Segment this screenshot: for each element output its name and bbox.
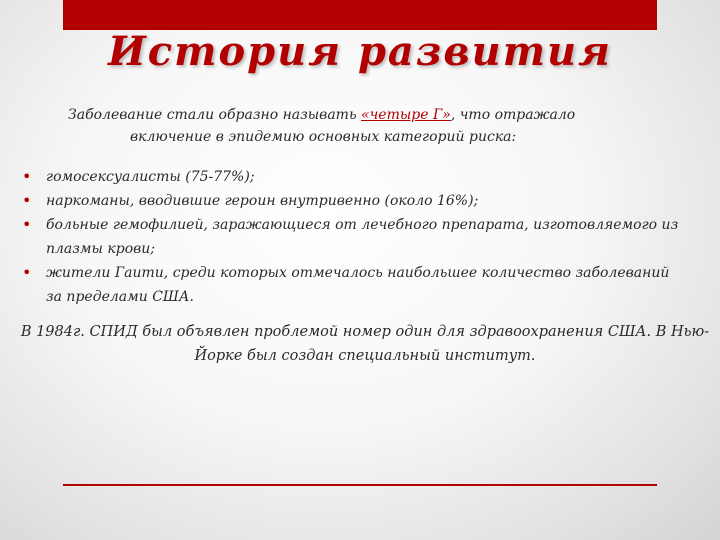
bullet-icon: • [22, 215, 32, 234]
bottom-divider [63, 484, 657, 486]
list-item [22, 189, 682, 213]
intro-line-1 [58, 104, 698, 126]
list-item [22, 261, 682, 309]
list-item-text: гомосексуалисты (75-77%); [46, 169, 255, 185]
closing-paragraph: В 1984г. СПИД был объявлен проблемой номер один для здравоохранения США. В Нью-Йорке был создан специальный институт. [20, 324, 710, 364]
intro-text-after: , что отражало [450, 107, 576, 123]
list-item [22, 165, 682, 189]
top-decor-bar [63, 0, 657, 30]
bullet-icon: • [22, 167, 32, 186]
risk-group-list [22, 165, 682, 309]
intro-text-before: Заболевание стали образно называть [68, 107, 362, 123]
intro-paragraph [58, 104, 698, 148]
four-g-highlight: «четыре Г» [361, 107, 451, 123]
bullet-icon: • [22, 191, 32, 210]
list-item-text: жители Гаити, среди которых отмечалось наибольшее количество заболеваний за пределами США. [46, 265, 670, 305]
intro-line-2: включение в эпидемию основных категорий риска: [130, 129, 517, 145]
bullet-icon: • [22, 263, 32, 282]
list-item-text: наркоманы, вводившие героин внутривенно (около 16%); [46, 193, 479, 209]
list-item [22, 213, 682, 261]
list-item-text: больные гемофилией, заражающиеся от лечебного препарата, изготовляемого из плазмы крови; [46, 217, 679, 257]
slide-title: История развития [108, 28, 612, 75]
